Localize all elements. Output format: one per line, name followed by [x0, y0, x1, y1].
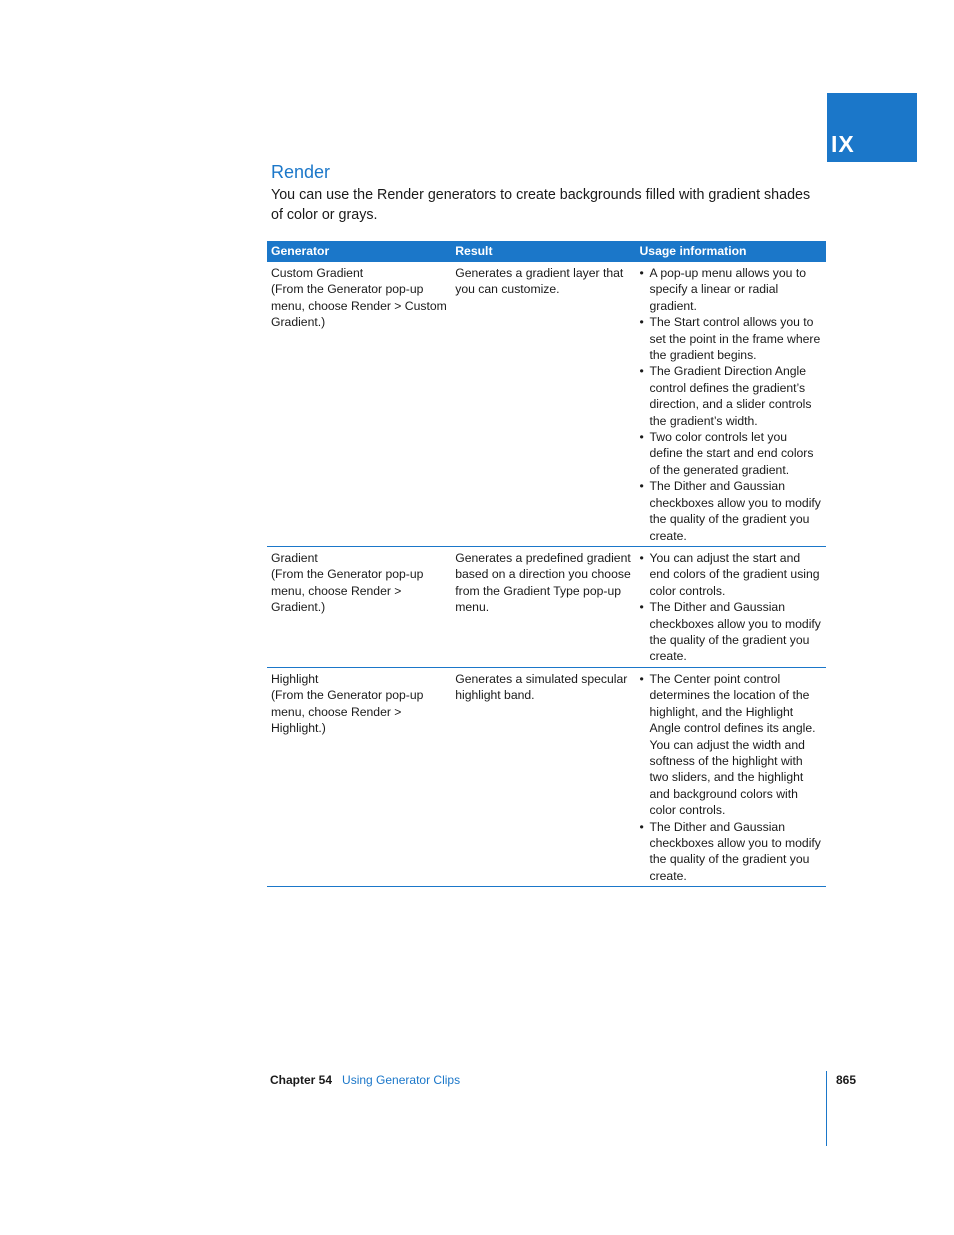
usage-item: • The Dither and Gaussian checkboxes allow you to modify the quality of the gradient you create. — [650, 819, 823, 885]
generator-name: Custom Gradient — [271, 266, 364, 280]
header-result: Result — [451, 241, 635, 262]
header-usage: Usage information — [636, 241, 827, 262]
usage-cell — [636, 668, 827, 887]
table-row — [267, 547, 826, 668]
usage-item: • A pop-up menu allows you to specify a linear or radial gradient. — [650, 265, 823, 314]
usage-list — [640, 265, 823, 544]
usage-item: • You can adjust the start and end colors of the gradient using color controls. — [650, 550, 823, 599]
usage-item: • The Dither and Gaussian checkboxes allow you to modify the quality of the gradient you create. — [650, 599, 823, 665]
generator-name: Highlight — [271, 672, 319, 686]
generator-note: (From the Generator pop-up menu, choose Render > Custom Gradient.) — [271, 282, 447, 330]
table-row — [267, 668, 826, 887]
usage-cell — [636, 547, 827, 668]
usage-list — [640, 671, 823, 884]
generator-cell — [267, 262, 451, 547]
generator-table — [267, 241, 826, 887]
usage-item: • The Dither and Gaussian checkboxes allow you to modify the quality of the gradient you create. — [650, 478, 823, 544]
page-number: 865 — [836, 1073, 857, 1087]
usage-item: • The Start control allows you to set the point in the frame where the gradient begins. — [650, 314, 823, 363]
usage-cell — [636, 262, 827, 547]
table-row — [267, 262, 826, 547]
section-title: Render — [271, 162, 331, 182]
usage-item: • Two color controls let you define the start and end colors of the generated gradient. — [650, 429, 823, 478]
generator-cell — [267, 668, 451, 887]
result-cell: Generates a gradient layer that you can customize. — [451, 262, 635, 547]
generator-note: (From the Generator pop-up menu, choose Render > Highlight.) — [271, 688, 424, 736]
usage-item: • The Center point control determines the location of the highlight, and the Highlight Angle control defines its angle. You can adjust the width and softness of the highlight with two sliders, and the highlight and background colors with color controls. — [650, 671, 823, 819]
generator-note: (From the Generator pop-up menu, choose Render > Gradient.) — [271, 567, 424, 615]
chapter-label: Chapter 54 — [270, 1073, 333, 1087]
part-tab — [827, 93, 917, 162]
usage-item: • The Gradient Direction Angle control defines the gradient’s direction, and a slider controls the gradient’s width. — [650, 363, 823, 429]
generator-cell — [267, 547, 451, 668]
footer-divider — [826, 1071, 827, 1146]
chapter-title: Using Generator Clips — [342, 1073, 461, 1087]
result-cell: Generates a predefined gradient based on a direction you choose from the Gradient Type pop-up menu. — [451, 547, 635, 668]
table-header-row — [267, 241, 826, 262]
footer-chapter — [270, 1073, 460, 1087]
usage-list — [640, 550, 823, 665]
section-intro: You can use the Render generators to create backgrounds filled with gradient shades of color or grays. — [271, 187, 811, 223]
part-tab-label: IX — [831, 131, 855, 157]
header-generator: Generator — [267, 241, 451, 262]
generator-name: Gradient — [271, 551, 318, 565]
result-cell: Generates a simulated specular highlight band. — [451, 668, 635, 887]
